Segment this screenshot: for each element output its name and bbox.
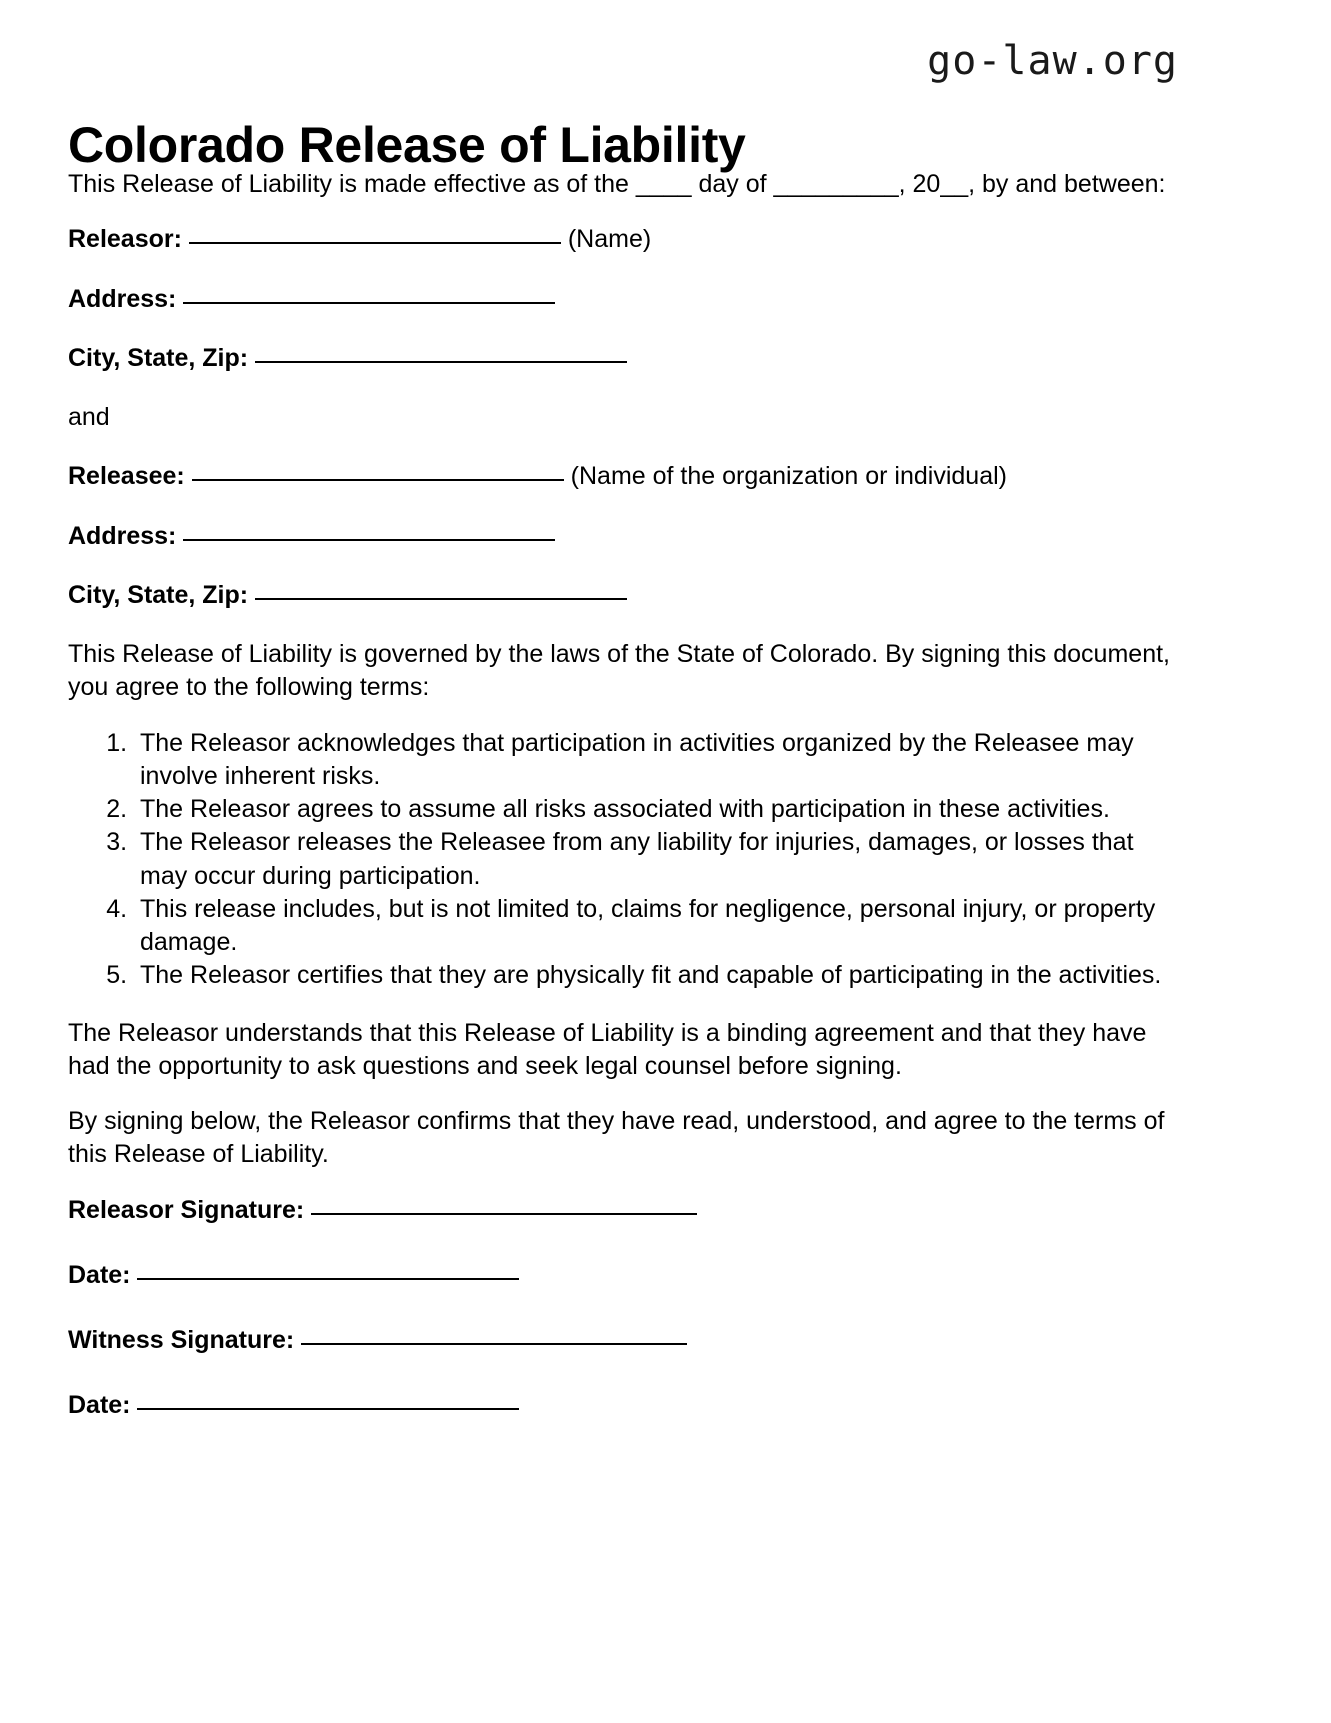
binding-agreement-paragraph: The Releasor understands that this Release of Liability is a binding agreement and that they have had the opportunity to ask questions and seek legal counsel before signing. xyxy=(68,1018,1147,1080)
page-title: Colorado Release of Liability xyxy=(68,116,746,173)
releasor-signature-blank[interactable] xyxy=(311,1213,697,1215)
field-releasor-city xyxy=(68,342,1173,375)
governing-law-paragraph: This Release of Liability is governed by the laws of the State of Colorado. By signing this document, you agree to the following terms: xyxy=(68,640,1170,702)
site-logo: go-law.org xyxy=(927,38,1178,84)
field-releasor-date xyxy=(68,1259,1173,1292)
field-releasee-note: (Name of the organization or individual) xyxy=(570,462,1007,491)
field-witness-date xyxy=(68,1389,1173,1422)
field-releasee-label: Releasee: xyxy=(68,462,185,491)
field-releasor-label: Releasor: xyxy=(68,225,182,254)
field-witness-date-label: Date: xyxy=(68,1391,131,1420)
field-releasee-city xyxy=(68,579,1173,612)
document-body xyxy=(68,168,1173,1455)
field-releasee-address-label: Address: xyxy=(68,521,177,550)
signature-block xyxy=(68,1194,1173,1423)
field-releasee-city-label: City, State, Zip: xyxy=(68,580,249,609)
field-releasor-signature-label: Releasor Signature: xyxy=(68,1195,305,1224)
terms-list xyxy=(68,727,1173,993)
releasor-address-blank[interactable] xyxy=(183,302,555,304)
field-witness-signature-label: Witness Signature: xyxy=(68,1326,295,1354)
field-releasor xyxy=(68,223,1173,256)
field-witness-signature xyxy=(68,1324,1173,1357)
field-releasor-date-label: Date: xyxy=(68,1260,131,1289)
field-releasee-address xyxy=(68,520,1173,553)
terms-list-item: 4. This release includes, but is not limited to, claims for negligence, personal injury, or property damage. xyxy=(134,893,1173,960)
terms-list-item: 3. The Releasor releases the Releasee from any liability for injuries, damages, or losses that may occur during participation. xyxy=(134,826,1173,893)
intro-paragraph: This Release of Liability is made effective as of the ____ day of _________, 20__, by and between: xyxy=(68,170,1166,198)
field-releasor-city-label: City, State, Zip: xyxy=(68,343,249,372)
releasee-city-blank[interactable] xyxy=(255,598,627,600)
parties-conjunction: and xyxy=(68,403,110,431)
releasor-name-blank[interactable] xyxy=(189,242,561,244)
field-releasee xyxy=(68,460,1173,493)
field-releasor-signature xyxy=(68,1194,1173,1227)
releasee-address-blank[interactable] xyxy=(183,539,555,541)
field-releasor-address xyxy=(68,283,1173,316)
releasor-city-blank[interactable] xyxy=(255,361,627,363)
witness-date-blank[interactable] xyxy=(137,1408,519,1410)
terms-list-item: 5. The Releasor certifies that they are physically fit and capable of participating in the activities. xyxy=(134,959,1173,992)
witness-signature-blank[interactable] xyxy=(301,1343,687,1345)
releasee-name-blank[interactable] xyxy=(192,479,564,481)
field-releasor-address-label: Address: xyxy=(68,284,177,313)
field-releasor-note: (Name) xyxy=(567,225,652,254)
terms-list-item: 2. The Releasor agrees to assume all risks associated with participation in these activities. xyxy=(134,793,1173,826)
releasor-date-blank[interactable] xyxy=(137,1278,519,1280)
signing-confirmation-paragraph: By signing below, the Releasor confirms that they have read, understood, and agree to the terms of this Release of Liability. xyxy=(68,1107,1165,1169)
terms-list-item: 1. The Releasor acknowledges that participation in activities organized by the Releasee may involve inherent risks. xyxy=(134,727,1173,794)
